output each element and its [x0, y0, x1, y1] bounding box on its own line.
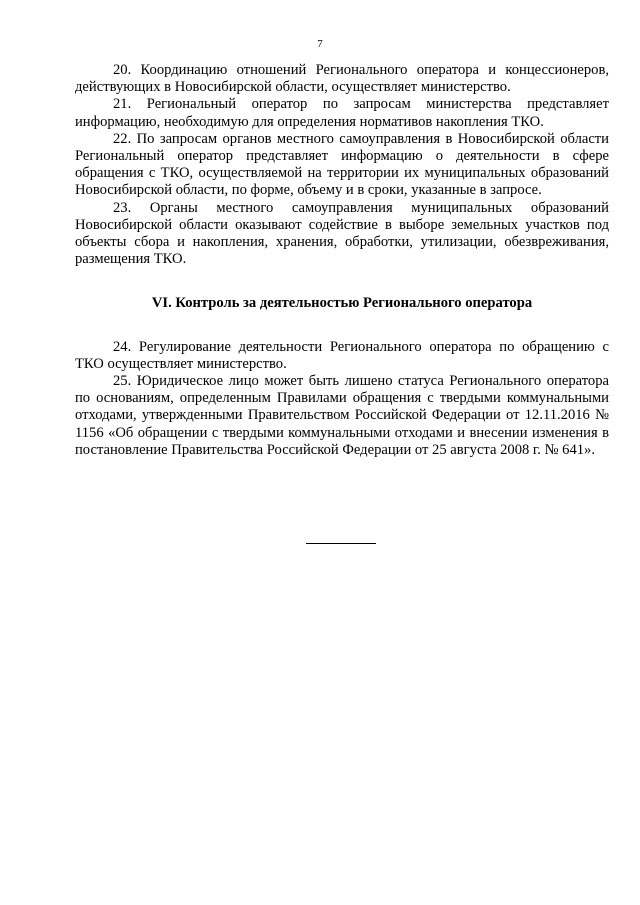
paragraph-23: 23. Органы местного самоуправления муниципальных образований Новосибирской области оказывают содействие в выборе земельных участков под объекты сбора и накопления, хранения, обработки, утилизации, обезвреживания, размещения ТКО.	[75, 199, 609, 268]
paragraph-22: 22. По запросам органов местного самоуправления в Новосибирской области Региональный оператор представляет информацию о деятельности в сфере обращения с ТКО, осуществляемой на территории их муниципальных образований Новосибирской области, по форме, объему и в сроки, указанные в запросе.	[75, 130, 609, 199]
page-number: 7	[317, 38, 323, 50]
document-body	[75, 62, 609, 459]
paragraph-24: 24. Регулирование деятельности Регионального оператора по обращению с ТКО осуществляет министерство.	[75, 338, 609, 372]
section-title: VI. Контроль за деятельностью Регионального оператора	[151, 295, 533, 312]
paragraph-21: 21. Региональный оператор по запросам министерства представляет информацию, необходимую для определения нормативов накопления ТКО.	[75, 96, 609, 130]
paragraph-25: 25. Юридическое лицо может быть лишено статуса Регионального оператора по основаниям, определенным Правилами обращения с твердыми коммунальными отходами, утвержденными Правительством Российской Федерации от 12.11.2016 № 1156 «Об обращении с твердыми коммунальными отходами и внесении изменения в постановление Правительства Российской Федерации от 25 августа 2008 г. № 641».	[75, 373, 609, 458]
end-of-document-rule	[306, 543, 376, 544]
paragraph-20: 20. Координацию отношений Регионального оператора и концессионеров, действующих в Новосибирской области, осуществляет министерство.	[75, 62, 609, 96]
